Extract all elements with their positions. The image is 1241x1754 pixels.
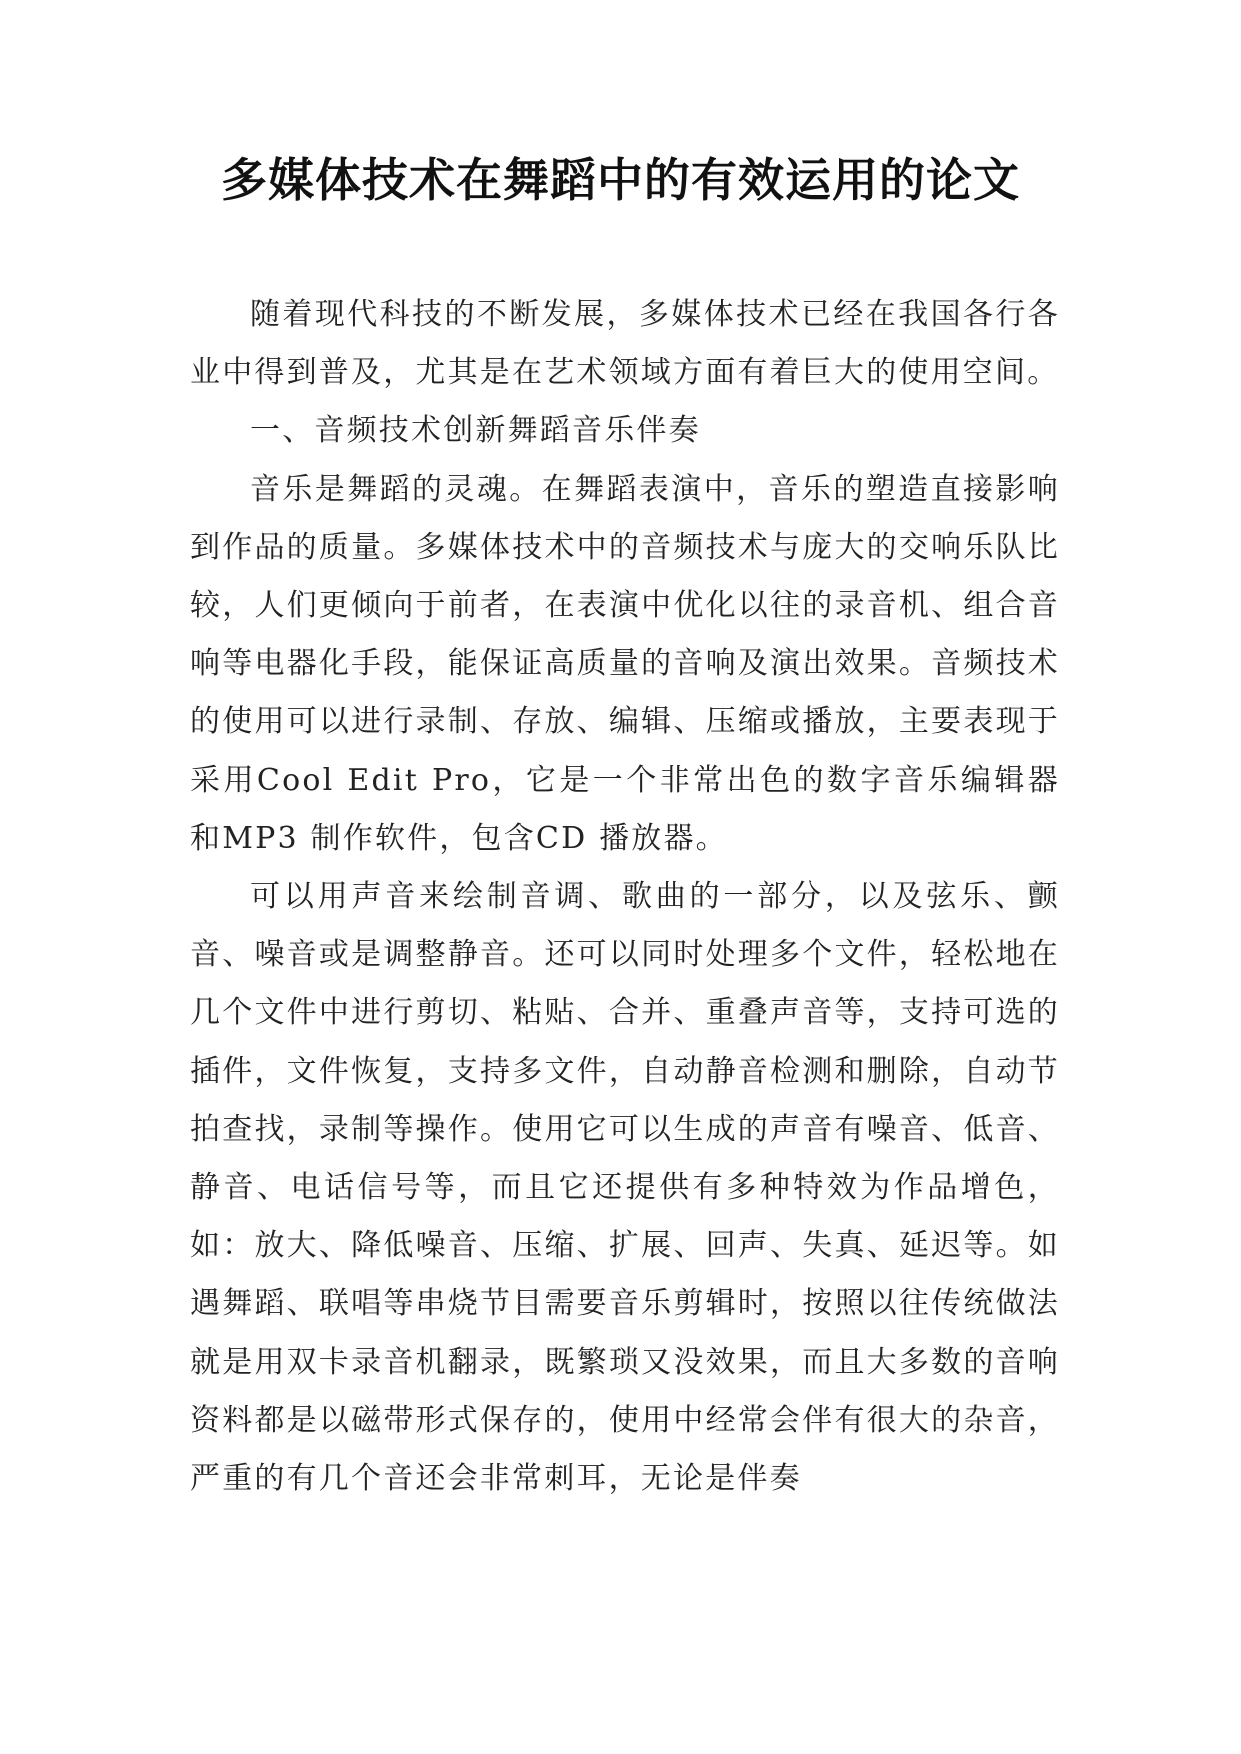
section-heading-audio: 一、音频技术创新舞蹈音乐伴奏 (250, 413, 701, 449)
paragraph-music-soul: 音乐是舞蹈的灵魂。在舞蹈表演中，音乐的塑造直接影响到作品的质量。多媒体技术中的音频技术与庞大的交响乐队比较，人们更倾向于前者，在表演中优化以往的录音机、组合音响等电器化手段，能保证高质量的音响及演出效果。音频技术的使用可以进行录制、存放、编辑、压缩或播放，主要表现于采用Cool Edit Pro，它是一个非常出色的数字音乐编辑器和MP3 制作软件，包含CD 播放器。 (190, 471, 1060, 856)
document-body (190, 286, 1060, 1508)
document-title: 多媒体技术在舞蹈中的有效运用的论文 (221, 153, 1020, 207)
paragraph-sound-editing: 可以用声音来绘制音调、歌曲的一部分，以及弦乐、颤音、噪音或是调整静音。还可以同时处理多个文件，轻松地在几个文件中进行剪切、粘贴、合并、重叠声音等，支持可选的插件，文件恢复，支持多文件，自动静音检测和删除，自动节拍查找，录制等操作。使用它可以生成的声音有噪音、低音、静音、电话信号等，而且它还提供有多种特效为作品增色，如：放大、降低噪音、压缩、扩展、回声、失真、延迟等。如遇舞蹈、联唱等串烧节目需要音乐剪辑时，按照以往传统做法就是用双卡录音机翻录，既繁琐又没效果，而且大多数的音响资料都是以磁带形式保存的，使用中经常会伴有很大的杂音，严重的有几个音还会非常刺耳，无论是伴奏 (190, 879, 1060, 1497)
paragraph-intro: 随着现代科技的不断发展，多媒体技术已经在我国各行各业中得到普及，尤其是在艺术领域方面有着巨大的使用空间。 (190, 297, 1060, 391)
